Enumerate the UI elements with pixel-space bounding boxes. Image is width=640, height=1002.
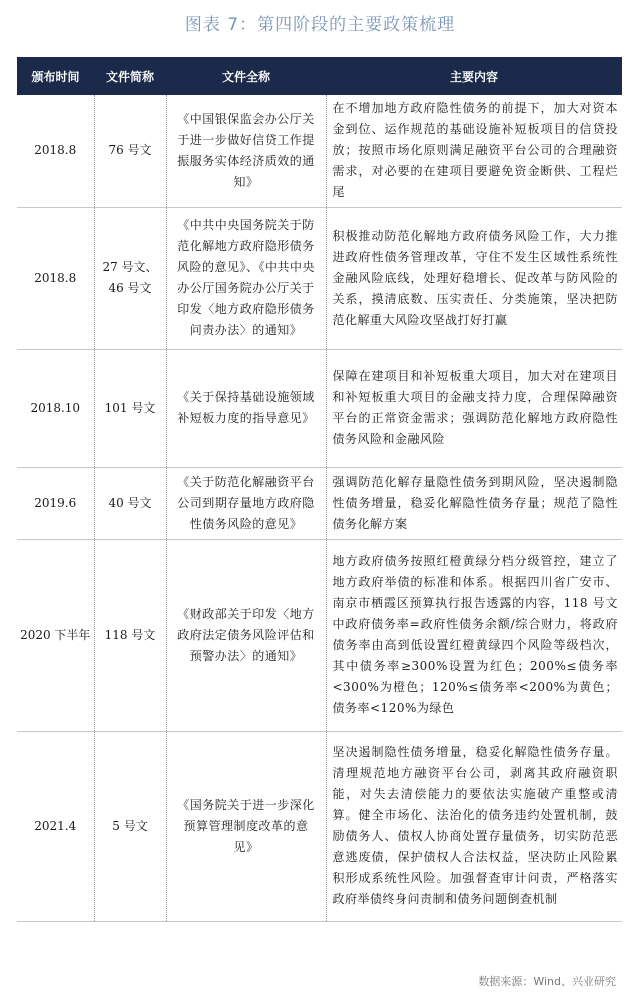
table-row bbox=[17, 95, 622, 207]
row-full-name: 《中共中央国务院关于防范化解地方政府隐形债务风险的意见》、《中共中央办公厅国务院办公厅关于印发〈地方政府隐形债务问责办法〉的通知》 bbox=[166, 207, 326, 349]
row-date: 2018.8 bbox=[17, 207, 94, 349]
row-content: 保障在建项目和补短板重大项目，加大对在建项目和补短板重大项目的金融支持力度，合理保障融资平台的正常资金需求；强调防范化解地方政府隐性债务风险和金融风险 bbox=[326, 349, 622, 467]
row-full-name: 《关于防范化解融资平台公司到期存量地方政府隐性债务风险的意见》 bbox=[166, 467, 326, 539]
row-short-name: 101 号文 bbox=[94, 349, 166, 467]
row-content: 积极推动防范化解地方政府债务风险工作，大力推进政府性债务管理改革，守住不发生区域性系统性金融风险底线，处理好稳增长、促改革与防风险的关系，摸清底数、压实责任、分类施策，坚决把防范化解重大风险攻坚战打好打赢 bbox=[326, 207, 622, 349]
table-row bbox=[17, 467, 622, 539]
row-date: 2018.10 bbox=[17, 349, 94, 467]
table-header bbox=[17, 57, 622, 95]
figure-title: 图表 7：第四阶段的主要政策梳理 bbox=[184, 15, 456, 35]
row-date: 2018.8 bbox=[17, 95, 94, 207]
row-full-name: 《关于保持基础设施领域补短板力度的指导意见》 bbox=[166, 349, 326, 467]
row-date: 2019.6 bbox=[17, 467, 94, 539]
table-row bbox=[17, 349, 622, 467]
row-short-name: 5 号文 bbox=[94, 731, 166, 921]
policy-table bbox=[17, 57, 622, 922]
row-content: 在不增加地方政府隐性债务的前提下，加大对资本金到位、运作规范的基础设施补短板项目的信贷投放；按照市场化原则满足融资平台公司的合理融资需求，对必要的在建项目要避免资金断供、工程烂尾 bbox=[326, 95, 622, 207]
row-date: 2020 下半年 bbox=[17, 539, 94, 731]
table-row bbox=[17, 539, 622, 731]
row-short-name: 118 号文 bbox=[94, 539, 166, 731]
row-date: 2021.4 bbox=[17, 731, 94, 921]
table-row bbox=[17, 207, 622, 349]
row-short-name: 40 号文 bbox=[94, 467, 166, 539]
header-main-content: 主要内容 bbox=[326, 57, 622, 95]
row-full-name: 《中国银保监会办公厅关于进一步做好信贷工作提振服务实体经济质效的通知》 bbox=[166, 95, 326, 207]
row-full-name: 《国务院关于进一步深化预算管理制度改革的意见》 bbox=[166, 731, 326, 921]
data-source-note: 数据来源：Wind、兴业研究 bbox=[478, 975, 616, 988]
header-date: 颁布时间 bbox=[17, 57, 94, 95]
table-row bbox=[17, 731, 622, 921]
header-full-name: 文件全称 bbox=[166, 57, 326, 95]
row-short-name: 27 号文、46 号文 bbox=[94, 207, 166, 349]
row-content: 地方政府债务按照红橙黄绿分档分级管控，建立了地方政府举债的标准和体系。根据四川省广安市、南京市栖霞区预算执行报告透露的内容，118 号文中政府债务率=政府性债务余额/综合财力，将政府债务率由高到低设置红橙黄绿四个风险等级档次，其中债务率≥300%设置为红色；200%≤债务率<300%为橙色；120%≤债务率<200%为黄色；债务率<120%为绿色 bbox=[326, 539, 622, 731]
row-full-name: 《财政部关于印发〈地方政府法定债务风险评估和预警办法〉的通知》 bbox=[166, 539, 326, 731]
row-content: 强调防范化解存量隐性债务到期风险，坚决遏制隐性债务增量，稳妥化解隐性债务存量；规范了隐性债务化解方案 bbox=[326, 467, 622, 539]
row-content: 坚决遏制隐性债务增量，稳妥化解隐性债务存量。清理规范地方融资平台公司，剥离其政府融资职能，对失去清偿能力的要依法实施破产重整或清算。健全市场化、法治化的债务违约处置机制，鼓励债务人、债权人协商处置存量债务，切实防范恶意逃废债，保护债权人合法权益，坚决防止风险累积形成系统性风险。加强督查审计问责，严格落实政府举债终身问责制和债务问题倒查机制 bbox=[326, 731, 622, 921]
row-short-name: 76 号文 bbox=[94, 95, 166, 207]
header-short-name: 文件简称 bbox=[94, 57, 166, 95]
